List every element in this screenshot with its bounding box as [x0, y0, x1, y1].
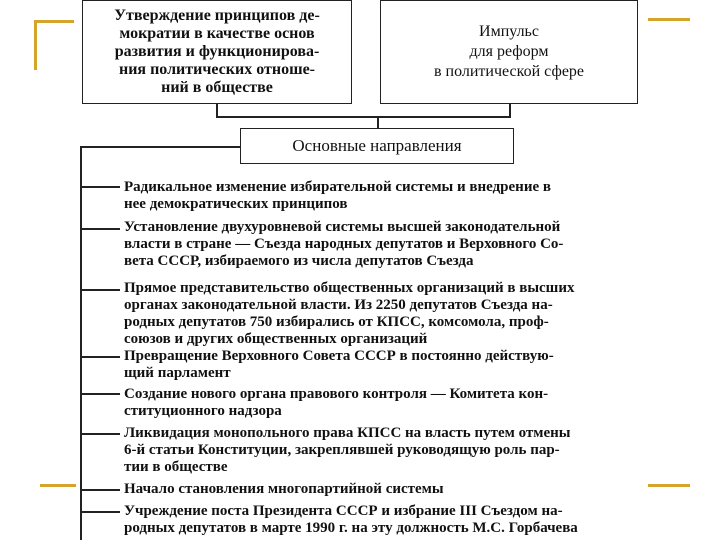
decor-line-top-left-vertical: [34, 20, 37, 70]
spine-vertical: [80, 146, 82, 540]
reform-impulse-text: Импульс для реформ в политической сфере: [433, 23, 585, 80]
tick-8: [80, 511, 120, 513]
tick-6: [80, 433, 120, 435]
direction-item-5: Создание нового органа правового контроля — Комитета кон- ституционного надзора: [124, 386, 549, 419]
decor-line-top-right: [648, 18, 690, 21]
direction-item-2: Установление двухуровневой системы высшей законодательной власти в стране — Съезда народных депутатов и Верховного Со- вета СССР, избираемого из числа депутатов Съезда: [124, 219, 564, 269]
direction-item-6: Ликвидация монопольного права КПСС на власть путем отмены 6-й статьи Конституции, закреплявшей руководящую роль пар- тии в обществе: [124, 425, 571, 475]
decor-line-top-left-horizontal: [34, 20, 74, 23]
decor-line-bottom-right: [648, 484, 690, 487]
connector-left-down: [216, 104, 218, 116]
tick-1: [80, 186, 120, 188]
tick-5: [80, 393, 120, 395]
tick-4: [80, 356, 120, 358]
main-directions-box: [240, 128, 514, 164]
tick-7: [80, 489, 120, 491]
direction-item-1: Радикальное изменение избирательной системы и внедрение в нее демократических принципов: [124, 179, 551, 212]
main-directions-text: Основные направления: [292, 136, 462, 155]
direction-item-7: Начало становления многопартийной системы: [124, 481, 444, 497]
tick-3: [80, 289, 120, 291]
connector-right-down: [509, 104, 511, 116]
direction-item-3: Прямое представительство общественных организаций в высших органах законодательной власти. Из 2250 депутатов Съезда на- родных депутатов 750 избирались от КПСС, комсомола, проф- союзов и других общественных организаций: [124, 280, 575, 347]
direction-item-8: Учреждение поста Президента СССР и избрание III Съездом на- родных депутатов в марте 1990 г. на эту должность М.С. Горбачева: [124, 503, 578, 536]
direction-item-4: Превращение Верховного Совета СССР в постоянно действую- щий парламент: [124, 348, 554, 381]
connector-center-down: [377, 116, 379, 128]
tick-2: [80, 228, 120, 230]
decor-line-bottom-left: [40, 484, 76, 487]
principles-box: [82, 0, 352, 104]
reform-impulse-box: [380, 0, 638, 104]
spine-connector-horizontal: [80, 146, 240, 148]
principles-text: Утверждение принципов де- мократии в качестве основ развития и функционирова- ния политических отноше- ний в обществе: [114, 7, 320, 96]
connector-horizontal: [216, 116, 511, 118]
